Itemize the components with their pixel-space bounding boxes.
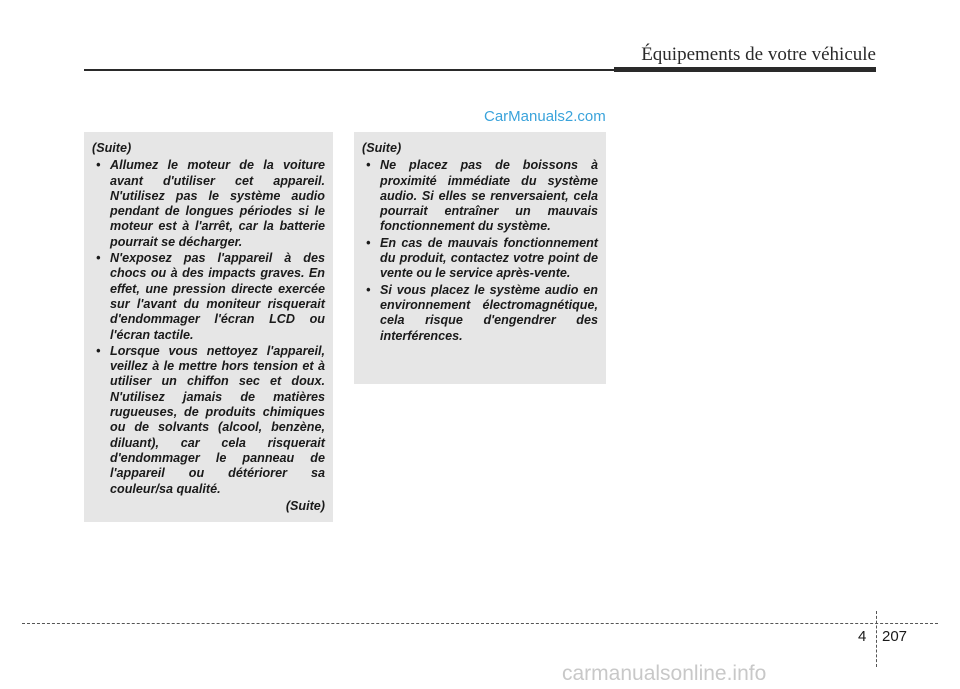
list-item [92,158,325,250]
caution-panel-left [84,132,333,522]
watermark-top: CarManuals2.com [484,108,606,125]
bullet-icon: • [366,282,371,297]
list-item [92,251,325,343]
bullet-icon: • [96,158,101,173]
bullet-icon: • [366,158,371,173]
continued-label-end: (Suite) [285,498,325,513]
list-item [362,236,598,282]
caution-panel-right [354,132,606,384]
bullet-icon: • [96,343,101,358]
list-item [92,344,325,497]
footer-dashed-divider [876,611,877,667]
list-item [362,283,598,344]
page-number: 207 [882,628,908,645]
chapter-number: 4 [858,628,867,645]
list-item-text: Ne placez pas de boissons à proximité immédiate du système audio. Si elles se renversaient, cela pourrait entraîner un mauvais fonctionnement du système. [380,158,598,234]
footer-dashed-rule [22,623,938,624]
continued-label-start: (Suite) [362,141,402,155]
caution-list-right [362,158,598,344]
watermark-bottom: carmanualsonline.info [562,662,767,685]
list-item-text: Si vous placez le système audio en environnement électromagnétique, cela risque d'engendrer des interférences. [380,282,598,343]
list-item-text: Lorsque vous nettoyez l'appareil, veillez à le mettre hors tension et à utiliser un chiffon sec et doux. N'utilisez jamais de matières rugueuses, de produits chimiques ou de solvants (alcool, benzène, diluant), car cela risquerait d'endommager le panneau de l'appareil ou détériorer sa couleur/sa qualité. [110,343,325,496]
list-item-text: N'exposez pas l'appareil à des chocs ou à des impacts graves. En effet, une pression directe exercée sur l'avant du moniteur risquerait d'endommager l'écran LCD ou l'écran tactile. [110,251,325,342]
caution-list-left [92,158,325,497]
list-item-text: En cas de mauvais fonctionnement du produit, contactez votre point de vente ou le service après-vente. [380,235,598,281]
header-rule-accent [614,67,876,72]
bullet-icon: • [96,251,101,266]
continued-label-start: (Suite) [92,141,132,155]
page-header-title: Équipements de votre véhicule [641,44,876,65]
list-item-text: Allumez le moteur de la voiture avant d'utiliser cet appareil. N'utilisez pas le système audio pendant de longues périodes si le moteur est à l'arrêt, car la batterie pourrait se décharger. [110,158,325,249]
list-item [362,158,598,234]
bullet-icon: • [366,235,371,250]
